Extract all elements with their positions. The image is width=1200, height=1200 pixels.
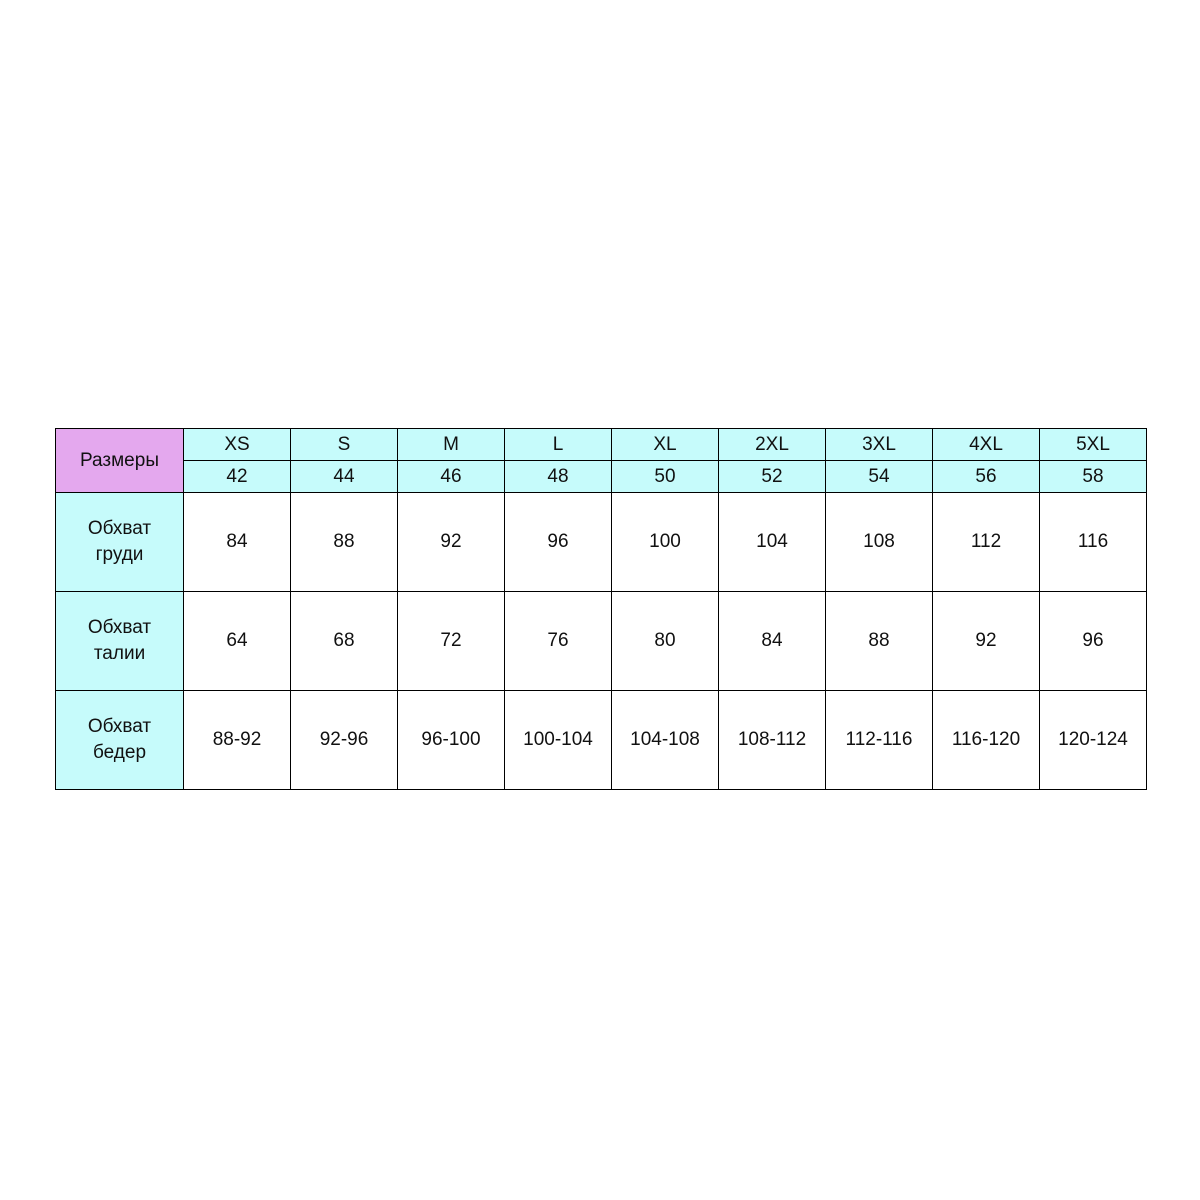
cell-waist-4xl: 92 — [933, 592, 1040, 691]
corner-label: Размеры — [56, 429, 184, 493]
cell-waist-2xl: 84 — [719, 592, 826, 691]
size-chart-table — [55, 428, 1147, 790]
row-label-line1: Обхват — [87, 716, 152, 738]
cell-waist-m: 72 — [398, 592, 505, 691]
header-size-letter: 4XL — [933, 429, 1040, 461]
cell-chest-2xl: 104 — [719, 493, 826, 592]
cell-chest-l: 96 — [505, 493, 612, 592]
cell-hips-m: 96-100 — [398, 691, 505, 790]
row-label-line2: бедер — [92, 742, 147, 763]
row-label-line2: талии — [93, 643, 146, 664]
header-size-letter: XL — [612, 429, 719, 461]
header-size-number: 42 — [184, 461, 291, 493]
cell-waist-xs: 64 — [184, 592, 291, 691]
header-size-letter: S — [291, 429, 398, 461]
cell-waist-3xl: 88 — [826, 592, 933, 691]
table-header-numbers-row — [56, 461, 1147, 493]
cell-chest-3xl: 108 — [826, 493, 933, 592]
cell-chest-4xl: 112 — [933, 493, 1040, 592]
cell-chest-xs: 84 — [184, 493, 291, 592]
table-header-letters-row — [56, 429, 1147, 461]
cell-waist-xl: 80 — [612, 592, 719, 691]
header-size-number: 56 — [933, 461, 1040, 493]
row-label-waist — [56, 592, 184, 691]
cell-hips-l: 100-104 — [505, 691, 612, 790]
row-label-line1: Обхват — [87, 518, 152, 540]
size-chart-container — [55, 428, 1145, 790]
header-size-letter: M — [398, 429, 505, 461]
header-size-number: 54 — [826, 461, 933, 493]
header-size-letter: 2XL — [719, 429, 826, 461]
cell-hips-5xl: 120-124 — [1040, 691, 1147, 790]
table-row — [56, 691, 1147, 790]
cell-waist-s: 68 — [291, 592, 398, 691]
header-size-number: 44 — [291, 461, 398, 493]
cell-chest-s: 88 — [291, 493, 398, 592]
table-row — [56, 493, 1147, 592]
cell-hips-4xl: 116-120 — [933, 691, 1040, 790]
cell-hips-3xl: 112-116 — [826, 691, 933, 790]
cell-chest-m: 92 — [398, 493, 505, 592]
cell-hips-xs: 88-92 — [184, 691, 291, 790]
cell-hips-xl: 104-108 — [612, 691, 719, 790]
cell-waist-5xl: 96 — [1040, 592, 1147, 691]
cell-chest-5xl: 116 — [1040, 493, 1147, 592]
header-size-letter: L — [505, 429, 612, 461]
header-size-letter: 3XL — [826, 429, 933, 461]
header-size-number: 58 — [1040, 461, 1147, 493]
header-size-number: 46 — [398, 461, 505, 493]
row-label-line2: груди — [95, 544, 144, 565]
row-label-chest — [56, 493, 184, 592]
header-size-number: 50 — [612, 461, 719, 493]
header-size-letter: 5XL — [1040, 429, 1147, 461]
header-size-number: 52 — [719, 461, 826, 493]
cell-hips-s: 92-96 — [291, 691, 398, 790]
row-label-hips — [56, 691, 184, 790]
row-label-line1: Обхват — [87, 617, 152, 639]
cell-waist-l: 76 — [505, 592, 612, 691]
table-row — [56, 592, 1147, 691]
header-size-letter: XS — [184, 429, 291, 461]
header-size-number: 48 — [505, 461, 612, 493]
cell-hips-2xl: 108-112 — [719, 691, 826, 790]
cell-chest-xl: 100 — [612, 493, 719, 592]
